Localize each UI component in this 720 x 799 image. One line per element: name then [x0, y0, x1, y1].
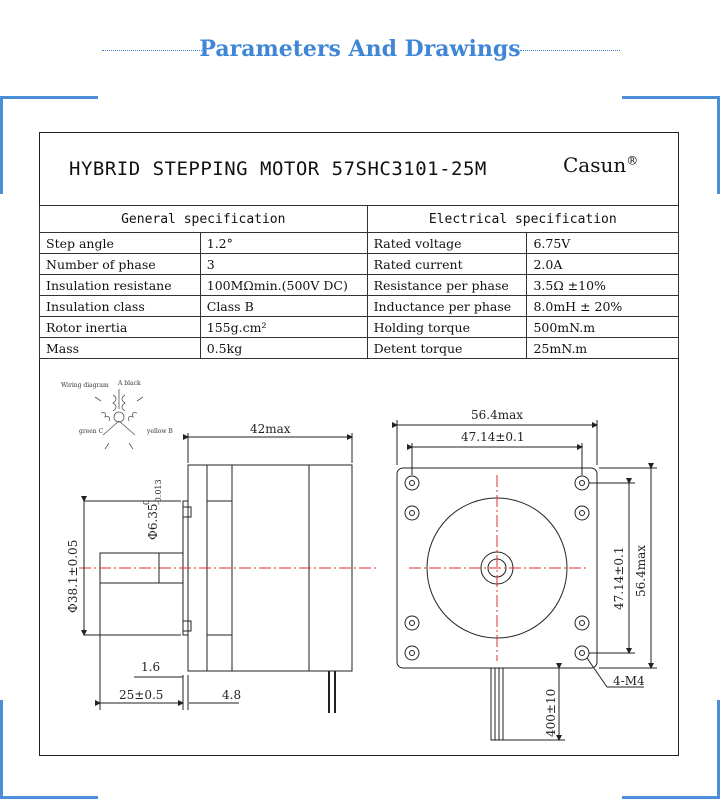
dim-hole-spacing: 47.14±0.1 [461, 430, 525, 444]
brand-name: Casun [563, 153, 627, 177]
spec-label: Step angle [40, 233, 201, 254]
general-spec-header: General specification [40, 206, 368, 233]
spec-value: 8.0mH ± 20% [527, 296, 679, 317]
spec-row [40, 296, 679, 317]
spec-value: 0.5kg [200, 338, 367, 359]
motor-drawings [39, 365, 679, 755]
dim-boss-height: 1.6 [141, 660, 161, 674]
dim-shaft-tol-top: 0 [142, 499, 151, 505]
spec-value: 3 [200, 254, 367, 275]
dim-flange: 4.8 [222, 688, 242, 702]
page-title: Parameters And Drawings [199, 36, 521, 62]
wiring-label-c: green C [79, 428, 104, 435]
dim-length: 42max [250, 422, 291, 436]
motor-title: HYBRID STEPPING MOTOR 57SHC3101-25M [69, 158, 487, 180]
spec-value: 500mN.m [527, 317, 679, 338]
spec-row [40, 254, 679, 275]
spec-label: Holding torque [367, 317, 527, 338]
spec-row [40, 233, 679, 254]
dim-hole-spacing-vertical: 47.14±0.1 [612, 546, 626, 610]
spec-value: 25mN.m [527, 338, 679, 359]
dim-lead: 400±10 [544, 688, 558, 737]
wiring-label-b: yellow B [147, 428, 173, 435]
spec-label: Resistance per phase [367, 275, 527, 296]
electrical-spec-header: Electrical specification [367, 206, 678, 233]
spec-value: 1.2° [200, 233, 367, 254]
spec-table-header [40, 206, 679, 233]
header-divider-right [520, 50, 620, 51]
spec-value: 155g.cm² [200, 317, 367, 338]
wiring-title: Wiring diagram [61, 382, 109, 389]
dim-boss-dia: Φ38.1±0.05 [66, 539, 80, 613]
dim-height: 56.4max [634, 544, 648, 597]
spec-value: 100MΩmin.(500V DC) [200, 275, 367, 296]
wiring-label-a: A black [118, 380, 141, 387]
spec-label: Insulation class [40, 296, 201, 317]
side-view-drawing [79, 433, 379, 713]
dim-shaft-tol-bottom: -0.013 [154, 479, 163, 505]
spec-label: Rotor inertia [40, 317, 201, 338]
spec-label: Rated voltage [367, 233, 527, 254]
spec-label: Mass [40, 338, 201, 359]
spec-label: Rated current [367, 254, 527, 275]
spec-label: Insulation resistane [40, 275, 201, 296]
spec-value: Class B [200, 296, 367, 317]
dim-holes: 4-M4 [613, 674, 645, 688]
spec-row [40, 317, 679, 338]
spec-label: Number of phase [40, 254, 201, 275]
dim-shaft-length: 25±0.5 [119, 688, 164, 702]
spec-table [39, 205, 679, 359]
spec-row [40, 275, 679, 296]
spec-value: 2.0A [527, 254, 679, 275]
brand-registered-mark: ® [626, 153, 639, 168]
spec-value: 3.5Ω ±10% [527, 275, 679, 296]
wiring-diagram [61, 380, 173, 449]
spec-row [40, 338, 679, 359]
brand-logo [563, 153, 638, 177]
dim-shaft-dia: Φ6.35 [146, 503, 160, 540]
spec-label: Inductance per phase [367, 296, 527, 317]
page-header [0, 36, 720, 66]
spec-label: Detent torque [367, 338, 527, 359]
spec-value: 6.75V [527, 233, 679, 254]
dim-width: 56.4max [471, 408, 524, 422]
